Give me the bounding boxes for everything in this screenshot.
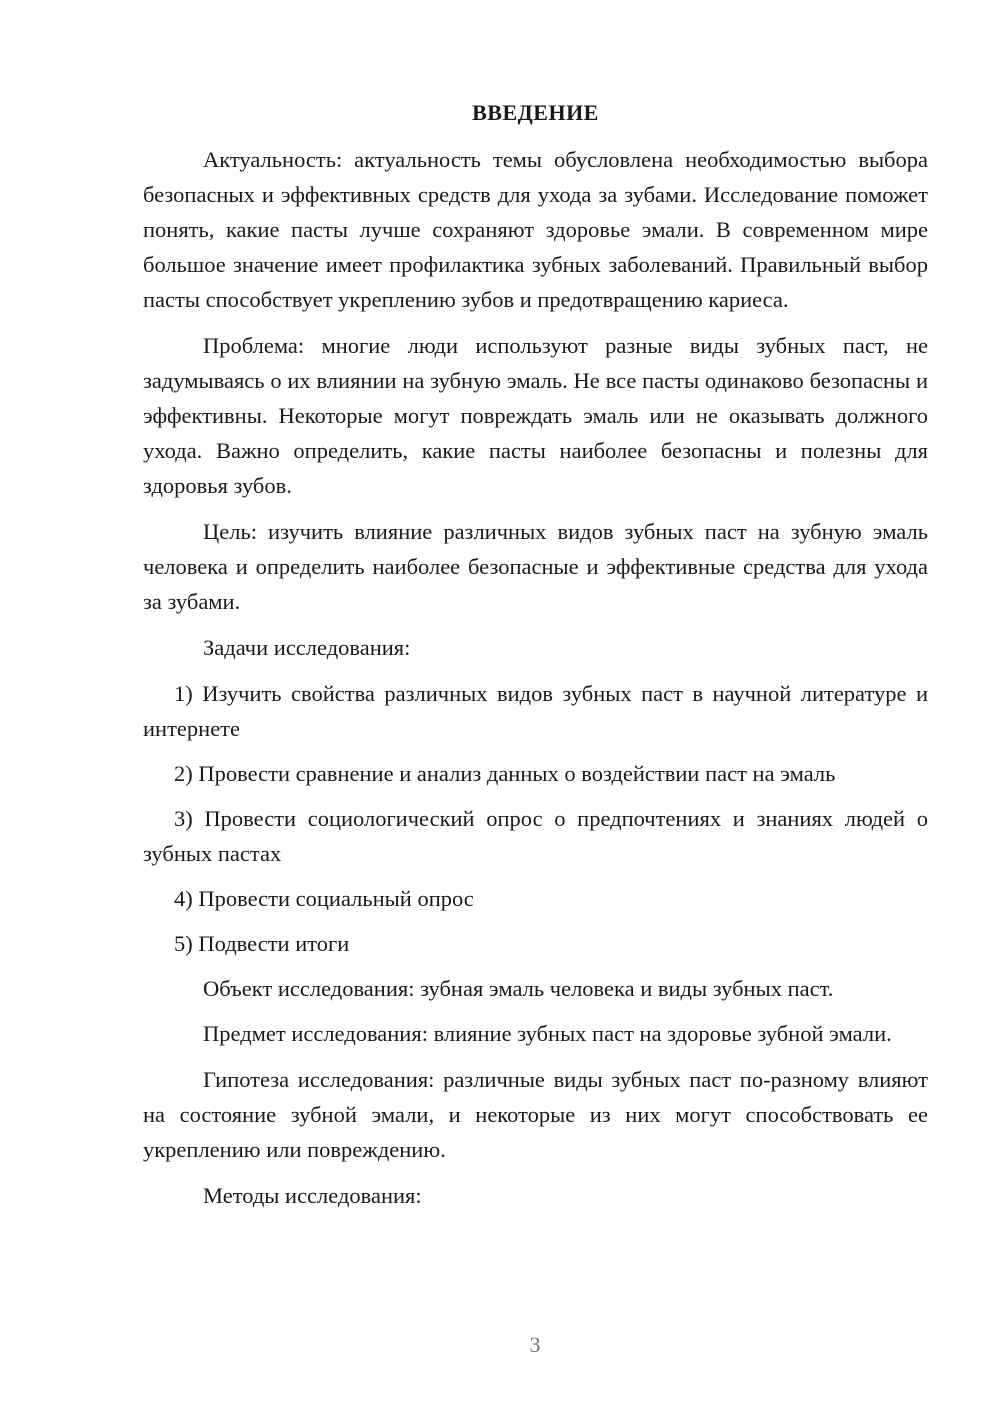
task-item-5: 5) Подвести итоги xyxy=(174,931,350,956)
page-content xyxy=(143,95,928,1213)
task-item-3: 3) Провести социологический опрос о предпочтениях и знаниях людей о зубных пастах xyxy=(143,806,928,866)
problem-paragraph: Проблема: многие люди используют разные виды зубных паст, не задумываясь о их влиянии на зубную эмаль. Не все пасты одинаково безопасны и эффективны. Некоторые могут повреждать эмаль или не оказывать должного ухода. Важно определить, какие пасты наиболее безопасны и полезны для здоровья зубов. xyxy=(143,333,928,498)
relevance-paragraph: Актуальность: актуальность темы обусловлена необходимостью выбора безопасных и эффективных средств для ухода за зубами. Исследование поможет понять, какие пасты лучше сохраняют здоровье эмали. В современном мире большое значение имеет профилактика зубных заболеваний. Правильный выбор пасты способствует укреплению зубов и предотвращению кариеса. xyxy=(143,147,928,312)
tasks-title: Задачи исследования: xyxy=(203,635,411,660)
hypothesis-paragraph: Гипотеза исследования: различные виды зубных паст по-разному влияют на состояние зубной эмали, и некоторые из них могут способствовать ее укреплению или повреждению. xyxy=(143,1067,928,1162)
goal-paragraph: Цель: изучить влияние различных видов зубных паст на зубную эмаль человека и определить наиболее безопасные и эффективные средства для ухода за зубами. xyxy=(143,519,928,614)
methods-title: Методы исследования: xyxy=(203,1183,422,1208)
task-item-4: 4) Провести социальный опрос xyxy=(174,886,474,911)
object-paragraph: Объект исследования: зубная эмаль человека и виды зубных паст. xyxy=(203,976,834,1001)
task-item-1: 1) Изучить свойства различных видов зубных паст в научной литературе и интернете xyxy=(143,681,928,741)
subject-paragraph: Предмет исследования: влияние зубных паст на здоровье зубной эмали. xyxy=(203,1021,892,1046)
page-number: 3 xyxy=(529,1332,541,1357)
section-heading: ВВЕДЕНИЕ xyxy=(472,100,599,125)
task-item-2: 2) Провести сравнение и анализ данных о воздействии паст на эмаль xyxy=(174,761,836,786)
